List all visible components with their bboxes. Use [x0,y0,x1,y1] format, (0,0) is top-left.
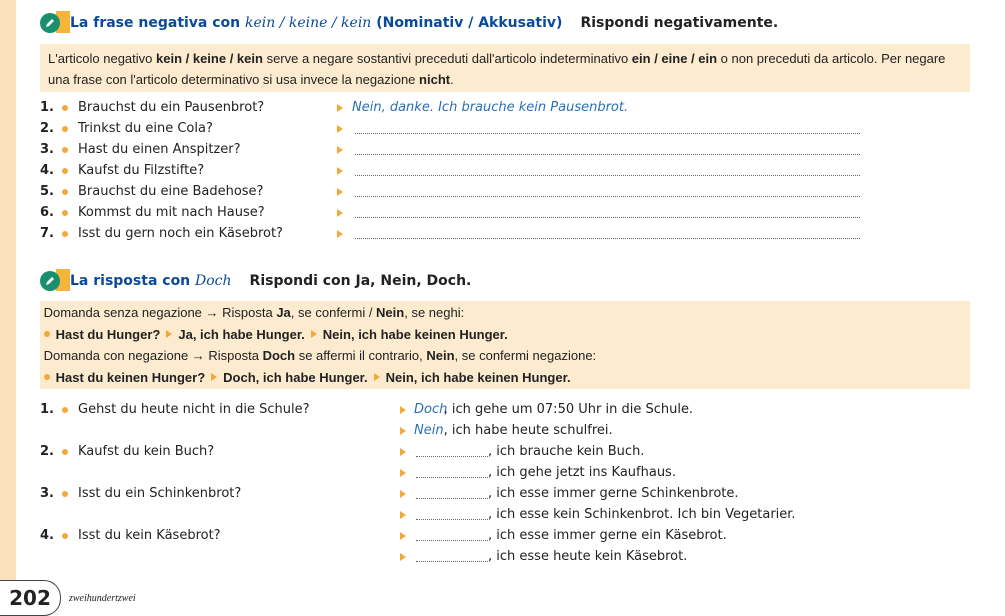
exercise2-item [40,547,970,567]
example-2: Hast du keinen Hunger? Doch, ich habe Hunger. Nein, ich habe keinen Hunger. [40,367,970,389]
exercise1-item [40,161,970,181]
item-number: 4. [40,163,54,178]
arrow-icon [400,469,406,477]
item-question: Kaufst du Filzstifte? [78,163,205,178]
item-question: Isst du ein Schinkenbrot? [78,486,242,501]
item-number: 7. [40,226,54,241]
item-question: Kommst du mit nach Hause? [78,205,265,220]
item-question: Trinkst du eine Cola? [78,121,213,136]
answer-word: Nein [414,423,444,438]
answer-rest: , ich gehe jetzt ins Kaufhaus. [488,465,676,480]
arrow-icon [400,553,406,561]
pencil-icon [40,13,60,33]
bullet-icon [62,407,68,413]
arrow-icon [311,330,317,338]
bullet-icon [62,189,68,195]
pencil-icon [40,271,60,291]
section1-heading [40,13,778,33]
answer-line[interactable] [416,456,488,457]
item-question: Kaufst du kein Buch? [78,444,215,459]
item-question: Isst du gern noch ein Käsebrot? [78,226,283,241]
item-number: 4. [40,528,54,543]
answer-line[interactable] [416,540,488,541]
section2-heading [40,271,471,291]
bullet-icon [62,533,68,539]
exercise2-item [40,505,970,525]
answer-line[interactable] [355,175,860,176]
item-answer: Nein, danke. Ich brauche kein Pausenbrot. [352,100,629,115]
page-number: 202 [0,580,61,616]
item-number: 1. [40,402,54,417]
exercise1-item [40,140,970,160]
rule-1: Domanda senza negazione → Risposta Ja, se confermi / Nein, se neghi: [43,305,465,320]
arrow-icon [337,188,343,196]
exercise1-item [40,98,970,118]
exercise2-item [40,421,970,441]
arrow-icon [400,532,406,540]
arrow-icon [337,167,343,175]
exercise2-item [40,400,970,420]
section1-title: La frase negativa con kein / keine / kein (Nominativ / Akkusativ) [70,15,563,31]
item-number: 1. [40,100,54,115]
answer-rest: , ich esse immer gerne ein Käsebrot. [488,528,727,543]
answer-line[interactable] [355,133,860,134]
item-question: Brauchst du eine Badehose? [78,184,264,199]
answer-line[interactable] [416,519,488,520]
page-footer [0,580,136,616]
arrow-icon [337,104,343,112]
arrow-icon [337,230,343,238]
item-number: 5. [40,184,54,199]
exercise1-item [40,224,970,244]
example-1: Hast du Hunger? Ja, ich habe Hunger. Nein, ich habe keinen Hunger. [40,324,970,346]
arrow-icon [166,330,172,338]
section2-title: La risposta con Doch [70,273,232,289]
arrow-icon [400,511,406,519]
answer-rest: , ich esse heute kein Käsebrot. [488,549,688,564]
arrow-icon [400,448,406,456]
arrow-icon [337,125,343,133]
bullet-icon [62,491,68,497]
page-margin-strip [0,0,16,605]
item-number: 2. [40,444,54,459]
bullet-icon [62,231,68,237]
answer-line[interactable] [416,477,488,478]
item-number: 2. [40,121,54,136]
bullet-icon [62,126,68,132]
exercise2-item [40,442,970,462]
answer-rest: , ich esse kein Schinkenbrot. Ich bin Vegetarier. [488,507,796,522]
item-question: Gehst du heute nicht in die Schule? [78,402,310,417]
exercise2-item [40,484,970,504]
answer-line[interactable] [416,561,488,562]
answer-rest: , ich habe heute schulfrei. [443,423,613,438]
section1-instruction: Rispondi negativamente. [580,15,779,31]
bullet-icon [62,449,68,455]
bullet-icon [62,105,68,111]
answer-line[interactable] [416,498,488,499]
exercise2-item [40,526,970,546]
page-number-word: zweihundertzwei [69,592,136,604]
answer-line[interactable] [355,196,860,197]
section2-instruction: Rispondi con Ja, Nein, Doch. [249,273,472,289]
arrow-icon [337,209,343,217]
arrow-icon [374,373,380,381]
answer-line[interactable] [355,154,860,155]
answer-rest: , ich gehe um 07:50 Uhr in die Schule. [443,402,694,417]
arrow-icon [400,490,406,498]
answer-line[interactable] [355,238,860,239]
answer-rest: , ich esse immer gerne Schinkenbrote. [488,486,739,501]
arrow-icon [400,406,406,414]
bullet-icon [62,168,68,174]
item-question: Hast du einen Anspitzer? [78,142,241,157]
item-number: 3. [40,486,54,501]
arrow-icon [211,373,217,381]
section1-note: L'articolo negativo kein / keine / kein serve a negare sostantivi preceduti dall'articolo indeterminativo ein / eine / ein o non preceduti da articolo. Per negare una frase con l'articolo determinativo si usa invece la negazione nicht. [40,44,970,92]
bullet-icon [62,147,68,153]
arrow-icon [400,427,406,435]
exercise2-item [40,463,970,483]
bullet-icon [62,210,68,216]
item-number: 6. [40,205,54,220]
item-number: 3. [40,142,54,157]
answer-word: Doch [414,402,448,417]
exercise1-item [40,182,970,202]
rule-2: Domanda con negazione → Risposta Doch se affermi il contrario, Nein, se confermi negazione: [43,348,597,363]
item-question: Isst du kein Käsebrot? [78,528,221,543]
answer-line[interactable] [355,217,860,218]
arrow-icon [337,146,343,154]
answer-rest: , ich brauche kein Buch. [488,444,645,459]
exercise1-item [40,119,970,139]
exercise1-item [40,203,970,223]
item-question: Brauchst du ein Pausenbrot? [78,100,265,115]
